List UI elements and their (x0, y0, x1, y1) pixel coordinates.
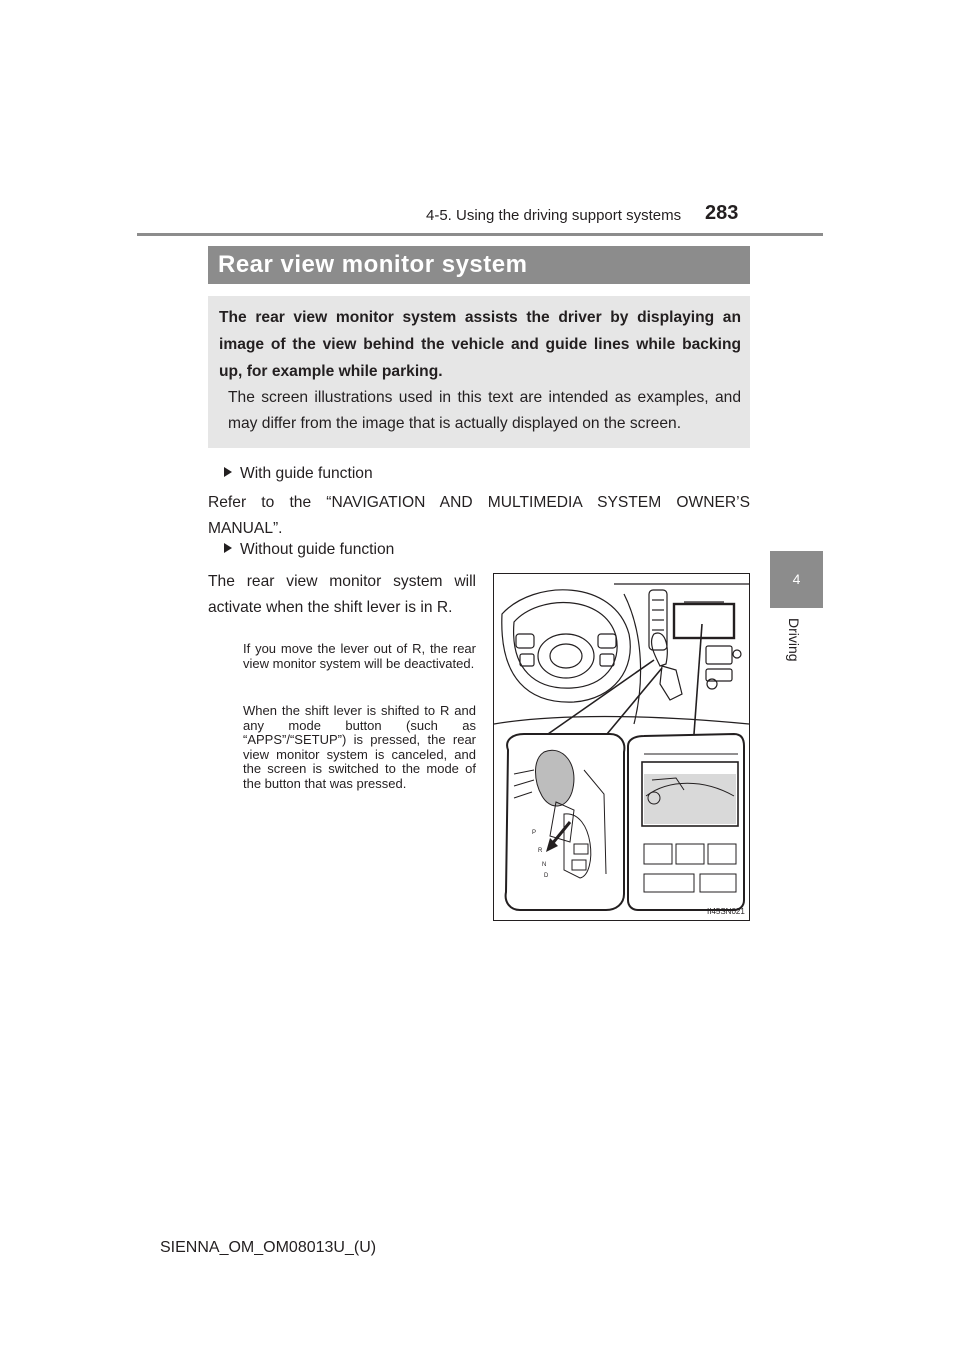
without-guide-heading-text: Without guide function (240, 541, 395, 558)
shift-label-n: N (542, 862, 547, 868)
figure-code: II45SN021 (707, 907, 745, 916)
chapter-tab: 4 (770, 551, 823, 608)
without-guide-text: The rear view monitor system will activate when the shift lever is in R. (208, 573, 476, 616)
with-guide-heading (224, 465, 373, 483)
bullet-triangle-icon (224, 543, 232, 553)
dashboard-illustration (493, 573, 750, 921)
chapter-label-text: Driving (786, 618, 802, 662)
with-guide-text: Refer to the “NAVIGATION AND MULTIMEDIA SYSTEM OWNER’S MANUAL”. (208, 494, 750, 537)
intro-box (208, 296, 750, 448)
header-rule (137, 233, 823, 236)
shift-label-d: D (544, 873, 549, 879)
chapter-label (786, 618, 806, 678)
intro-summary: The rear view monitor system assists the driver by displaying an image of the view behind the vehicle and guide lines while backing up, for example while parking. (219, 309, 741, 380)
document-id: SIENNA_OM_OM08013U_(U) (160, 1239, 377, 1256)
shift-label-p: P (532, 830, 537, 836)
section-title: Rear view monitor system (208, 246, 750, 284)
bullet-triangle-icon (224, 467, 232, 477)
note-deactivated: If you move the lever out of R, the rear view monitor system will be deactivated. (243, 641, 476, 671)
center-display (674, 604, 734, 638)
steering-wheel-hub (538, 634, 594, 678)
steering-wheel-rim (502, 590, 630, 702)
with-guide-heading-text: With guide function (240, 465, 373, 482)
note-mode-button: When the shift lever is shifted to R and any mode button (such as “APPS”/“SETUP”) is pressed, the rear view monitor system is canceled, and the screen is switched to the mode of the button that was pressed. (243, 703, 476, 791)
shift-label-r: R (538, 848, 543, 854)
without-guide-heading (224, 541, 394, 559)
header-section-title: 4-5. Using the driving support systems (426, 207, 682, 224)
intro-note: The screen illustrations used in this text are intended as examples, and may differ from the image that is actually displayed on the screen. (228, 389, 741, 432)
dashboard-illustration-svg (494, 574, 749, 920)
page-number: 283 (705, 202, 739, 224)
